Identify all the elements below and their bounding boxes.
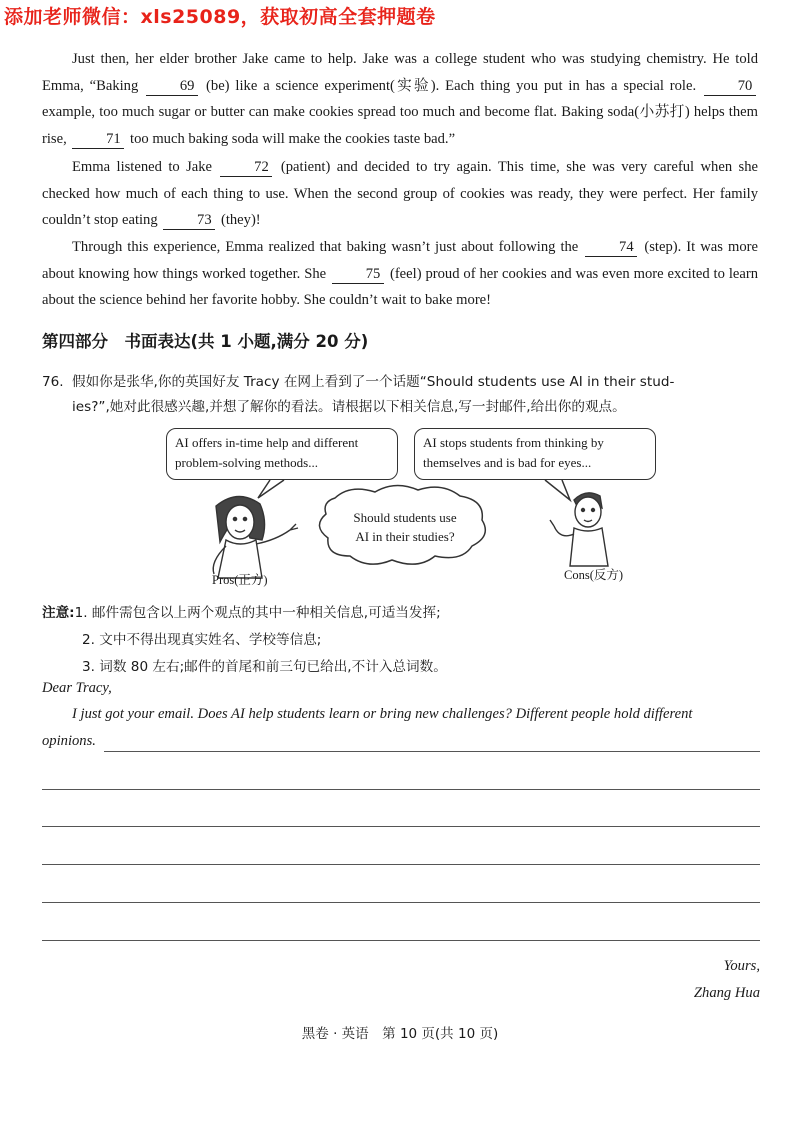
blank-74[interactable]: 74 [585, 238, 637, 257]
note-item-3: 3. 词数 80 左右;邮件的首尾和前三句已给出,不计入总词数。 [82, 659, 447, 675]
writing-line-2[interactable] [42, 789, 760, 790]
girl-figure-icon [213, 496, 298, 578]
p3-text-1: Through this experience, Emma realized that baking wasn’t just about following the [72, 239, 584, 255]
task-number: 76. [42, 374, 64, 390]
cons-label: Cons(反方) [564, 568, 624, 582]
writing-line-5[interactable] [42, 902, 760, 903]
blank-71[interactable]: 71 [72, 130, 124, 149]
letter-greeting: Dear Tracy, [42, 680, 112, 696]
center-question-line-2: AI in their studies? [355, 529, 455, 544]
blank-73[interactable]: 73 [163, 211, 215, 230]
center-question [330, 508, 480, 546]
passage-paragraph-3 [42, 234, 758, 314]
task-line-2: ies?”,她对此很感兴趣,并想了解你的看法。请根据以下相关信息,写一封邮件,给出你的观点。 [72, 399, 626, 415]
blank-70[interactable]: 70 [704, 77, 756, 96]
p2-text-1: Emma listened to Jake [72, 159, 219, 175]
notes-lead: 注意: [42, 605, 75, 621]
writing-line-6[interactable] [42, 940, 760, 941]
task-text-1: 假如你是张华,你的英国好友 Tracy 在网上看到了一个话题“Should students use AI in their stud- [72, 374, 675, 390]
blank-69[interactable]: 69 [146, 77, 198, 96]
pros-bubble-line-1: AI offers in-time help and different [175, 435, 359, 450]
cons-speech-bubble [414, 428, 656, 480]
note-item-2: 2. 文中不得出现真实姓名、学校等信息; [82, 632, 322, 648]
pros-bubble-line-2: problem-solving methods... [175, 455, 318, 470]
blank-72[interactable]: 72 [220, 158, 272, 177]
p1-text-1: Just then, her elder brother Jake came to help. Jake was a college student who was studying chemistry. He told Emma, “Baking [42, 51, 758, 94]
p1-text-3: example, too much sugar or butter can make cookies spread too much and become flat. Baking soda(小苏打) helps them rise, [42, 104, 758, 147]
pros-bubble-tail [258, 480, 284, 498]
pros-speech-bubble [166, 428, 398, 480]
passage-paragraph-1 [42, 46, 758, 152]
writing-line-4[interactable] [42, 864, 760, 865]
passage-paragraph-2 [42, 154, 758, 234]
p3-text-2: (step). It was more about knowing how things worked together. She [42, 239, 758, 282]
blank-75[interactable]: 75 [332, 265, 384, 284]
pros-label: Pros(正方) [212, 573, 268, 587]
page-footer: 黑卷 · 英语 第 10 页(共 10 页) [301, 1026, 499, 1042]
watermark: 添加老师微信：xls25089，获取初高全套押题卷 [4, 6, 436, 28]
center-question-line-1: Should students use [353, 510, 457, 525]
task-line-1 [42, 370, 760, 395]
notes-block [42, 600, 447, 681]
letter-body-line-2: opinions. [42, 733, 96, 749]
note-item-1: 1. 邮件需包含以上两个观点的其中一种相关信息,可适当发挥; [74, 605, 441, 621]
writing-task [42, 370, 760, 420]
cons-bubble-line-1: AI stops students from thinking by [423, 435, 604, 450]
p3-text-3: (feel) proud of her cookies and was even more excited to learn about the science behind her favorite hobby. She couldn’t wait to bake more! [42, 265, 758, 308]
note-row-1 [42, 600, 447, 627]
letter-body-line-1: I just got your email. Does AI help students learn or bring new challenges? Different people hold different [72, 706, 693, 722]
p1-text-4: too much baking soda will make the cookies taste bad.” [126, 130, 456, 147]
p1-text-2: (be) like a science experiment(实验). Each thing you put in has a special role. [200, 77, 702, 94]
letter-closing: Yours, [723, 958, 760, 974]
cons-bubble-line-2: themselves and is bad for eyes... [423, 455, 592, 470]
cons-bubble-tail [545, 480, 570, 500]
letter-signature: Zhang Hua [693, 985, 760, 1001]
boy-figure-icon [550, 493, 608, 566]
p2-text-3: (they)! [217, 212, 261, 228]
writing-line-1[interactable] [104, 751, 760, 752]
p2-text-2: (patient) and decided to try again. This time, she was very careful when she checked how much of each thing to use. When the second group of cookies was ready, they were perfect. Her family couldn’t stop eating [42, 159, 758, 228]
section-title: 第四部分 书面表达(共 1 小题,满分 20 分) [42, 332, 369, 351]
writing-line-3[interactable] [42, 826, 760, 827]
